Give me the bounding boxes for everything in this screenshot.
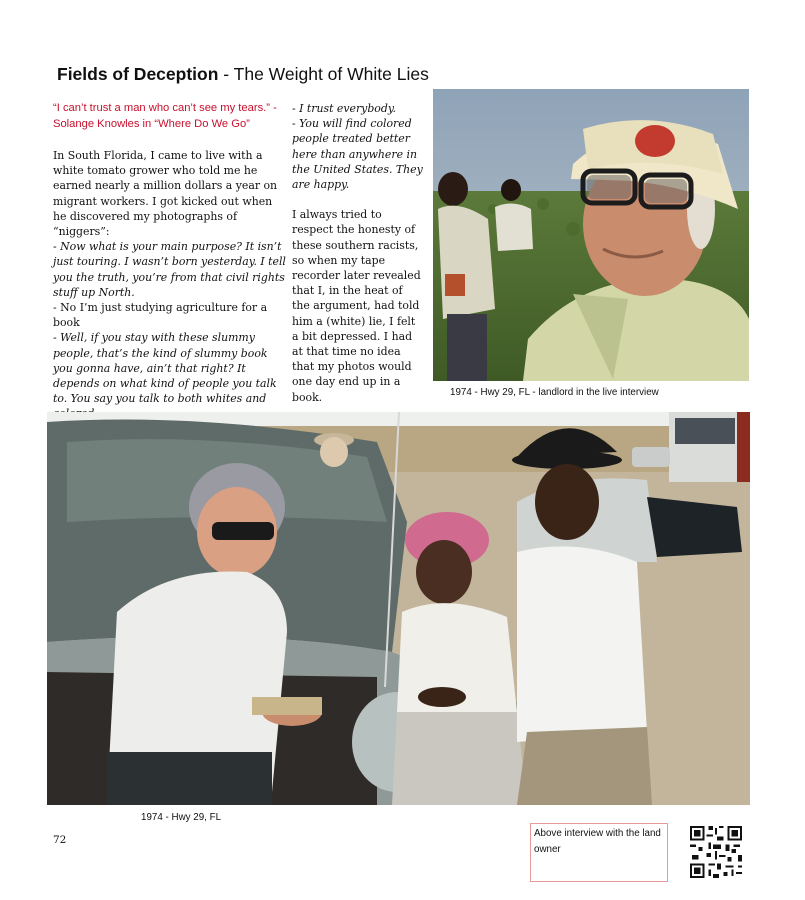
page-title xyxy=(57,64,429,85)
text-column-1 xyxy=(53,148,287,422)
intro-paragraph: In South Florida, I came to live with a white tomato grower who told me he earned nearly a million dollars a year on migrant workers. I got kicked out when he discovered my photographs of “niggers”: xyxy=(53,149,278,239)
dialogue-line: - No I’m just studying agriculture for a book xyxy=(53,301,268,330)
epigraph-quote xyxy=(53,101,285,132)
dialogue-line: - You will find colored people treated better here than anywhere in the United States. They are happy. xyxy=(292,117,423,192)
text-column-2 xyxy=(292,101,423,405)
dialogue-line: - Now what is your main purpose? It isn’t just touring. I wasn’t born yesterday. I tell you the truth, you’re from that civil rights stuff up North. xyxy=(53,240,286,299)
landlord-photo xyxy=(433,89,749,381)
page-title-bold: Fields of Deception xyxy=(57,64,219,84)
top-photo-caption: 1974 - Hwy 29, FL - landlord in the live interview xyxy=(450,387,659,398)
note-box: Above interview with the land owner xyxy=(530,823,668,882)
page-number: 72 xyxy=(53,834,67,846)
qr-code[interactable] xyxy=(690,826,742,878)
dialogue-line: - Well, if you stay with these slummy people, that’s the kind of slummy book you gonna have, ain’t that right? It depends on what kind of people you talk to. You say you talk to both whites and xyxy=(53,331,277,406)
epigraph-line-2: Solange Knowles in “Where Do We Go” xyxy=(53,117,250,130)
payment-scene-photo xyxy=(47,412,750,805)
page-title-subtitle: - The Weight of White Lies xyxy=(218,64,429,84)
dialogue-line: - I trust everybody. xyxy=(292,102,396,115)
closing-paragraph: I always tried to respect the honesty of these southern racists, so when my tape recorder later revealed that I, in the heat of the argument, had told him a (white) lie, I felt a bit depressed. I had at that time no idea that my photos would one day end up in a book. xyxy=(292,208,421,404)
bottom-photo-caption: 1974 - Hwy 29, FL xyxy=(141,812,222,823)
epigraph-line-1: “I can’t trust a man who can’t see my tears.” - xyxy=(53,102,277,114)
